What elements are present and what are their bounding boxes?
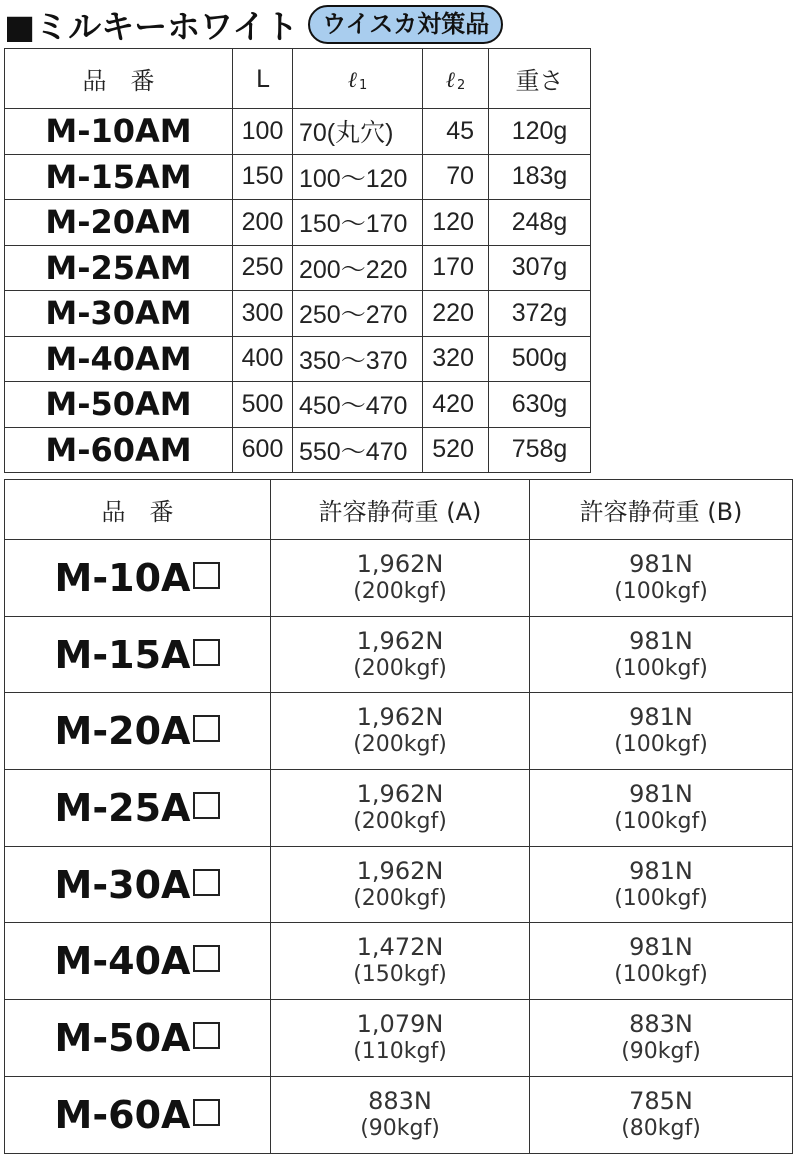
- load-newtons: 1,472N: [356, 933, 444, 962]
- table-row: [5, 245, 591, 291]
- l1-cell: 150〜170: [293, 200, 423, 246]
- static-load-a-cell: [271, 1076, 530, 1153]
- load-kgf: (200kgf): [353, 808, 447, 834]
- static-load-a-cell: [271, 693, 530, 770]
- header-weight: 重さ: [489, 49, 591, 109]
- length-cell: 400: [233, 336, 293, 382]
- part-number-cell: [5, 923, 271, 1000]
- dimensions-table: [4, 48, 591, 473]
- l2-cell: 520: [423, 427, 489, 473]
- weight-cell: 372g: [489, 291, 591, 337]
- length-cell: 100: [233, 109, 293, 155]
- part-number: M-60A: [54, 1092, 191, 1137]
- part-number-cell: M-60AM: [5, 427, 233, 473]
- l2-cell: 45: [423, 109, 489, 155]
- static-load-b-cell: [530, 770, 793, 847]
- static-load-b-cell: [530, 693, 793, 770]
- load-kgf: (100kgf): [614, 578, 708, 604]
- suffix-placeholder-box: [193, 1099, 220, 1126]
- suffix-placeholder-box: [193, 792, 220, 819]
- static-load-b-cell: [530, 923, 793, 1000]
- table-row: [5, 382, 591, 428]
- load-kgf: (200kgf): [353, 732, 447, 758]
- part-number-cell: M-20AM: [5, 200, 233, 246]
- load-kgf: (200kgf): [353, 655, 447, 681]
- weight-cell: 758g: [489, 427, 591, 473]
- static-load-a-cell: [271, 540, 530, 617]
- l1-cell: 100〜120: [293, 154, 423, 200]
- l1-cell: 450〜470: [293, 382, 423, 428]
- load-newtons: 785N: [629, 1086, 693, 1115]
- load-kgf: (100kgf): [614, 885, 708, 911]
- part-number-cell: [5, 1076, 271, 1153]
- static-load-a-cell: [271, 846, 530, 923]
- weight-cell: 630g: [489, 382, 591, 428]
- load-newtons: 1,079N: [356, 1009, 444, 1038]
- table-row: [5, 336, 591, 382]
- header-part-number: 品 番: [5, 480, 271, 540]
- part-number-cell: M-40AM: [5, 336, 233, 382]
- weight-cell: 500g: [489, 336, 591, 382]
- load-newtons: 981N: [629, 779, 693, 808]
- load-newtons: 1,962N: [356, 703, 444, 732]
- l2-cell: 120: [423, 200, 489, 246]
- suffix-placeholder-box: [193, 639, 220, 666]
- part-number-cell: [5, 616, 271, 693]
- part-number-cell: M-50AM: [5, 382, 233, 428]
- static-load-a-cell: [271, 1000, 530, 1077]
- load-kgf: (100kgf): [614, 962, 708, 988]
- load-newtons: 1,962N: [356, 626, 444, 655]
- table-row: [5, 616, 793, 693]
- load-newtons: 1,962N: [356, 549, 444, 578]
- load-newtons: 981N: [629, 933, 693, 962]
- l1-cell: 200〜220: [293, 245, 423, 291]
- l2-cell: 70: [423, 154, 489, 200]
- static-load-a-cell: [271, 923, 530, 1000]
- load-kgf: (80kgf): [621, 1115, 701, 1141]
- weight-cell: 120g: [489, 109, 591, 155]
- whisker-countermeasure-badge: ウイスカ対策品: [308, 5, 503, 44]
- table-row: [5, 200, 591, 246]
- static-load-b-cell: [530, 616, 793, 693]
- l1-cell: 350〜370: [293, 336, 423, 382]
- suffix-placeholder-box: [193, 945, 220, 972]
- length-cell: 600: [233, 427, 293, 473]
- suffix-placeholder-box: [193, 715, 220, 742]
- l2-cell: 320: [423, 336, 489, 382]
- table-row: [5, 1076, 793, 1153]
- length-cell: 150: [233, 154, 293, 200]
- load-kgf: (100kgf): [614, 732, 708, 758]
- length-cell: 250: [233, 245, 293, 291]
- table-row: [5, 109, 591, 155]
- part-number-cell: [5, 1000, 271, 1077]
- part-number: M-30A: [54, 862, 191, 907]
- header-static-load-b: 許容静荷重 (B): [530, 480, 793, 540]
- table-row: [5, 693, 793, 770]
- title-row: [4, 2, 503, 46]
- load-newtons: 883N: [368, 1086, 432, 1115]
- table-row: [5, 154, 591, 200]
- load-kgf: (90kgf): [360, 1115, 440, 1141]
- l2-cell: 170: [423, 245, 489, 291]
- part-number-cell: M-10AM: [5, 109, 233, 155]
- suffix-placeholder-box: [193, 869, 220, 896]
- part-number-cell: [5, 770, 271, 847]
- table-row: [5, 923, 793, 1000]
- part-number-cell: [5, 846, 271, 923]
- load-newtons: 981N: [629, 626, 693, 655]
- part-number: M-25A: [54, 785, 191, 830]
- load-kgf: (90kgf): [621, 1038, 701, 1064]
- part-number: M-40A: [54, 939, 191, 984]
- part-number: M-50A: [54, 1015, 191, 1060]
- static-load-b-cell: [530, 846, 793, 923]
- suffix-placeholder-box: [193, 1022, 220, 1049]
- load-table: [4, 479, 793, 1154]
- length-cell: 300: [233, 291, 293, 337]
- table-row: [5, 427, 591, 473]
- part-number: M-20A: [54, 709, 191, 754]
- static-load-b-cell: [530, 1000, 793, 1077]
- load-kgf: (100kgf): [614, 655, 708, 681]
- length-cell: 500: [233, 382, 293, 428]
- part-number-cell: M-15AM: [5, 154, 233, 200]
- load-kgf: (110kgf): [353, 1038, 447, 1064]
- load-newtons: 1,962N: [356, 779, 444, 808]
- part-number-cell: M-25AM: [5, 245, 233, 291]
- load-kgf: (200kgf): [353, 578, 447, 604]
- part-number-cell: [5, 693, 271, 770]
- part-number-cell: M-30AM: [5, 291, 233, 337]
- load-kgf: (150kgf): [353, 962, 447, 988]
- header-static-load-a: 許容静荷重 (A): [271, 480, 530, 540]
- l2-cell: 420: [423, 382, 489, 428]
- header-part-number: 品 番: [5, 49, 233, 109]
- table-row: [5, 846, 793, 923]
- weight-cell: 248g: [489, 200, 591, 246]
- suffix-placeholder-box: [193, 562, 220, 589]
- l1-cell: 70(丸穴): [293, 109, 423, 155]
- part-number: M-10A: [54, 555, 191, 600]
- header-length: L: [233, 49, 293, 109]
- load-newtons: 981N: [629, 549, 693, 578]
- page-title: ■ミルキーホワイト: [4, 6, 299, 46]
- header-l2: ℓ 2: [423, 49, 489, 109]
- load-newtons: 1,962N: [356, 856, 444, 885]
- part-number-cell: [5, 540, 271, 617]
- table-row: [5, 291, 591, 337]
- dimensions-header-row: [5, 49, 591, 109]
- table-row: [5, 540, 793, 617]
- l2-cell: 220: [423, 291, 489, 337]
- load-newtons: 981N: [629, 703, 693, 732]
- load-header-row: [5, 480, 793, 540]
- header-l1: ℓ 1: [293, 49, 423, 109]
- length-cell: 200: [233, 200, 293, 246]
- weight-cell: 183g: [489, 154, 591, 200]
- load-newtons: 883N: [629, 1009, 693, 1038]
- table-row: [5, 770, 793, 847]
- weight-cell: 307g: [489, 245, 591, 291]
- part-number: M-15A: [54, 632, 191, 677]
- static-load-a-cell: [271, 616, 530, 693]
- load-kgf: (100kgf): [614, 808, 708, 834]
- static-load-a-cell: [271, 770, 530, 847]
- static-load-b-cell: [530, 540, 793, 617]
- static-load-b-cell: [530, 1076, 793, 1153]
- table-row: [5, 1000, 793, 1077]
- l1-cell: 550〜470: [293, 427, 423, 473]
- load-kgf: (200kgf): [353, 885, 447, 911]
- l1-cell: 250〜270: [293, 291, 423, 337]
- load-newtons: 981N: [629, 856, 693, 885]
